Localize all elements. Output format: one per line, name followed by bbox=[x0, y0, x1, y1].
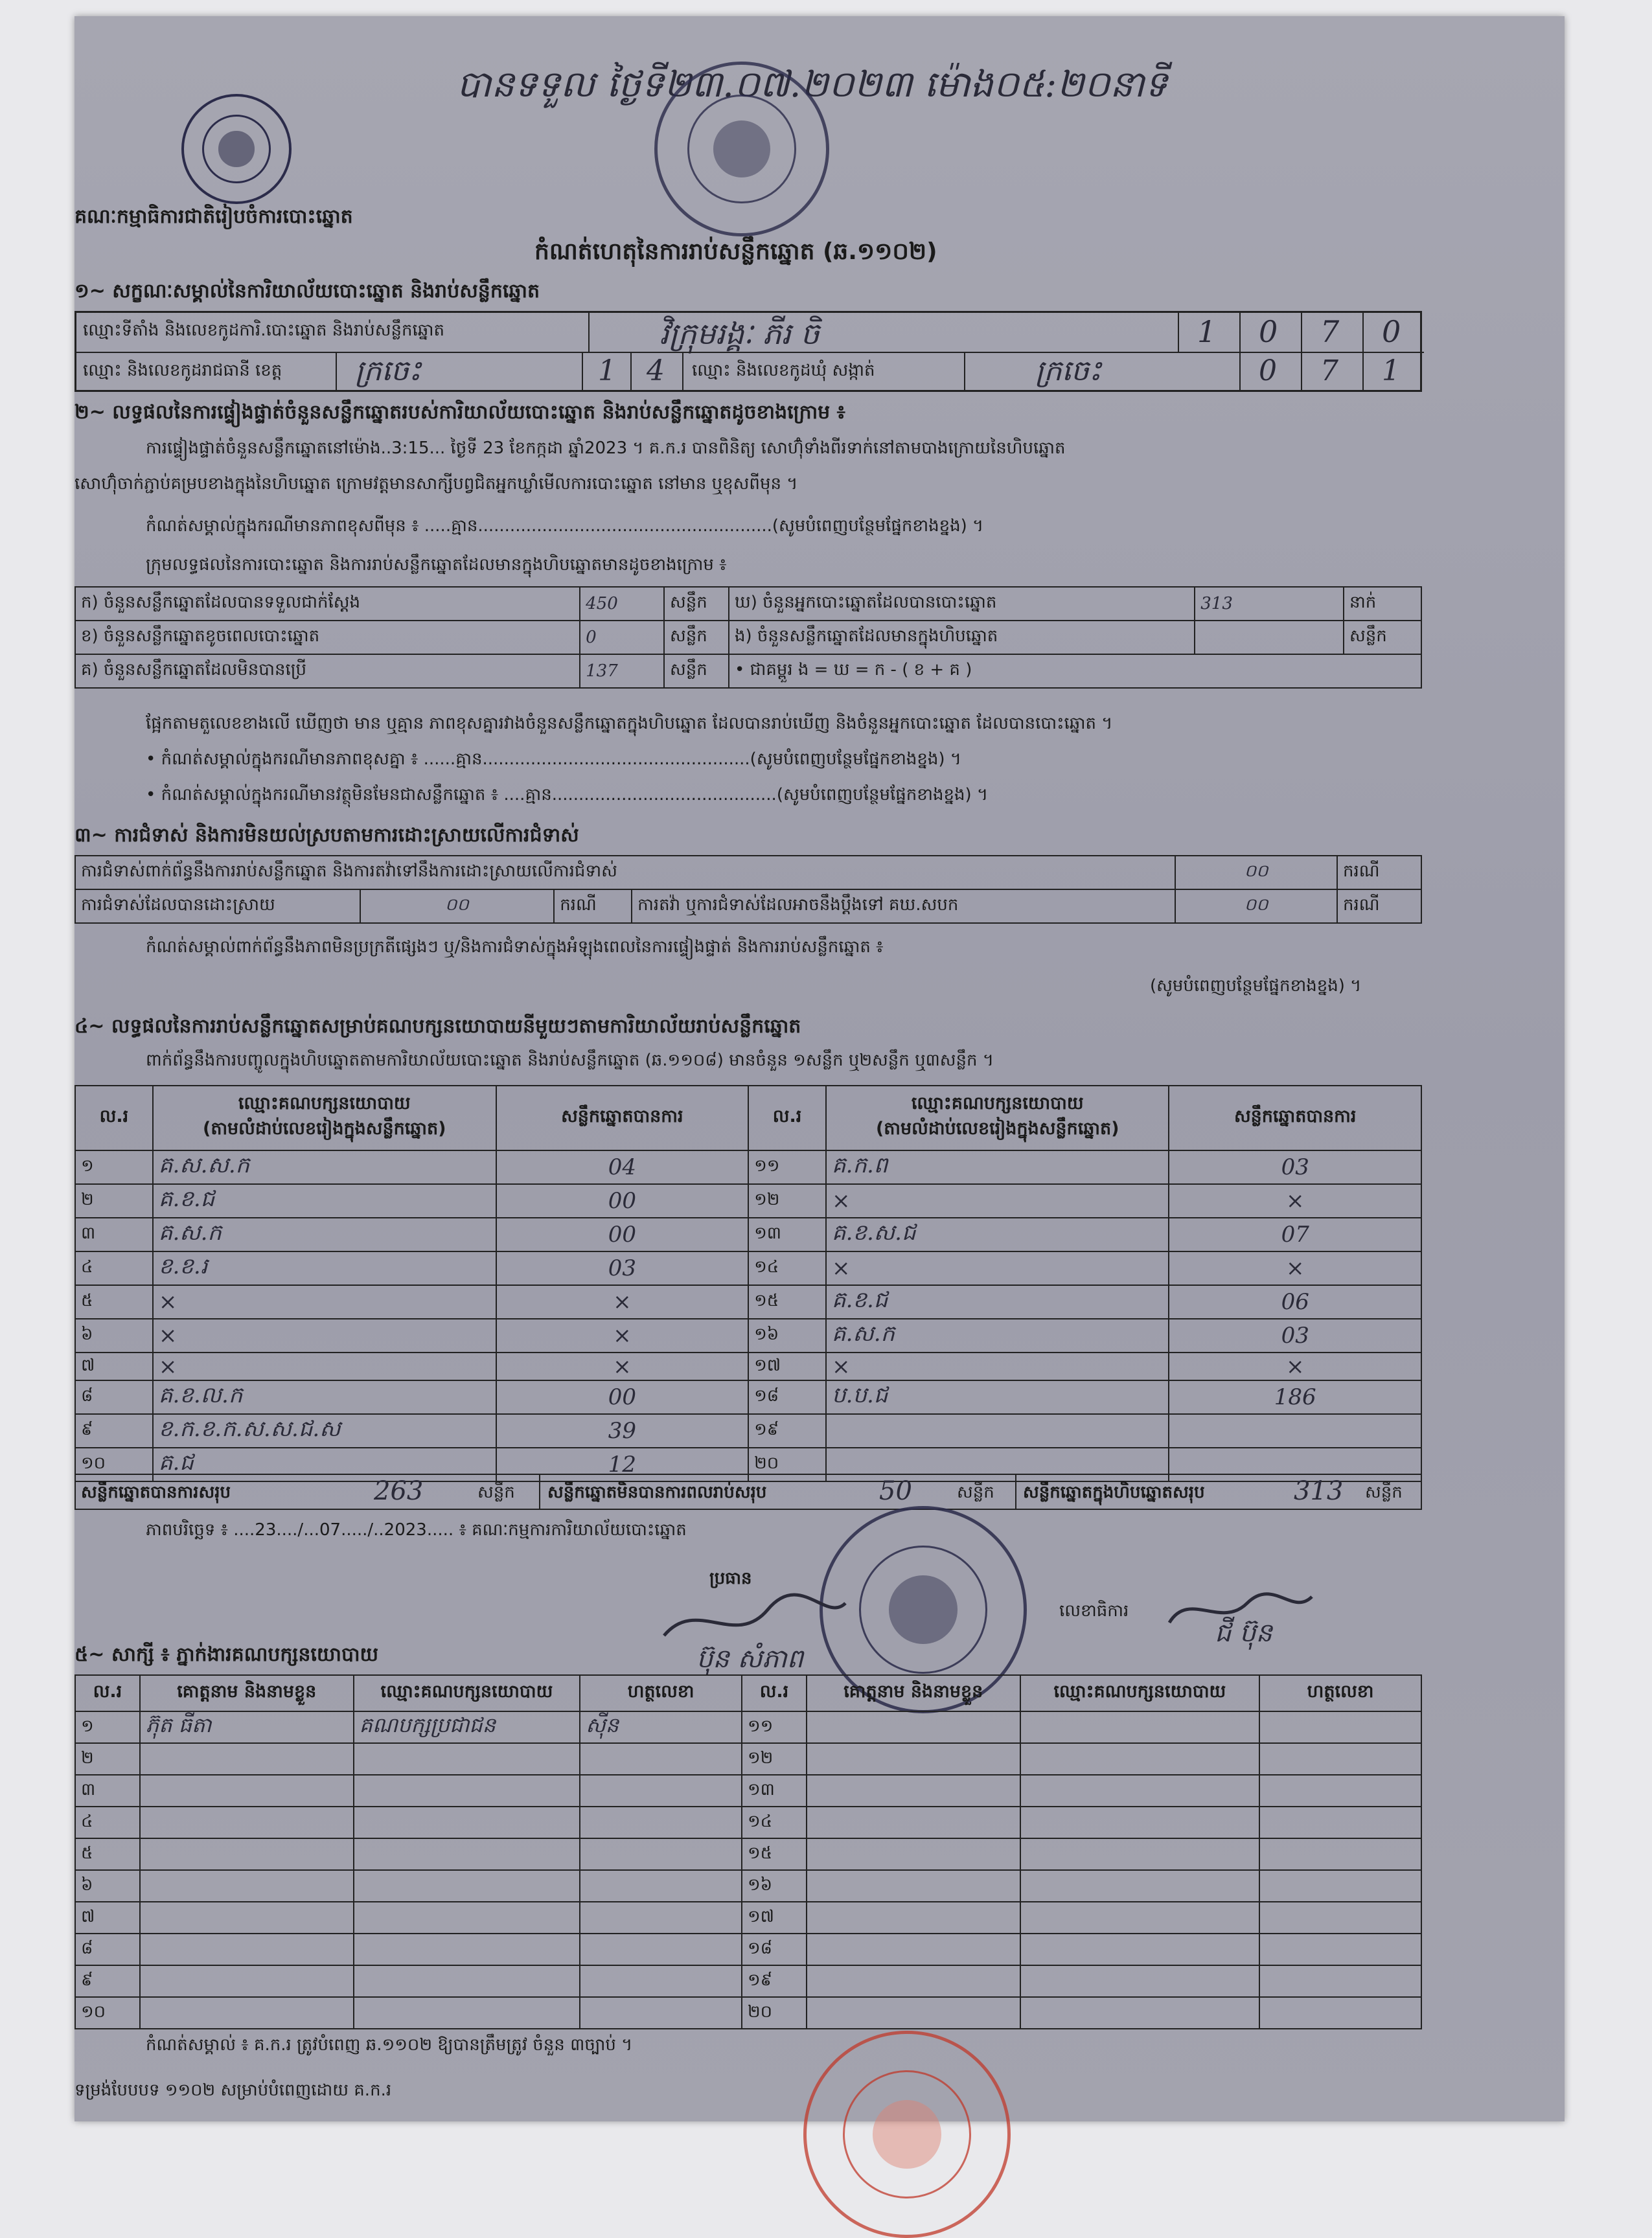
party-no: ១៥ bbox=[748, 1285, 826, 1319]
table-row bbox=[75, 1743, 1421, 1775]
witness-no: ១៤ bbox=[742, 1807, 807, 1838]
chair-label: ប្រធាន bbox=[709, 1569, 752, 1588]
party-no: ១៩ bbox=[748, 1414, 826, 1448]
witness-sign bbox=[580, 1870, 742, 1902]
total-invalid-unit: សន្លឹក bbox=[957, 1483, 994, 1502]
party-votes: 06 bbox=[1169, 1285, 1421, 1319]
col-party-left-sub: (តាមលំដាប់លេខរៀងក្នុងសន្លឹកឆ្នោត) bbox=[202, 1119, 446, 1139]
witness-name bbox=[807, 1934, 1020, 1965]
table-row bbox=[75, 1319, 1421, 1353]
witness-sign bbox=[580, 1743, 742, 1775]
section1-box bbox=[75, 311, 1422, 392]
objection-table bbox=[75, 855, 1422, 924]
party-votes: 00 bbox=[496, 1380, 749, 1414]
party-votes: 03 bbox=[1169, 1150, 1421, 1184]
secretary-name: ជី ប៊ុន bbox=[1215, 1618, 1272, 1648]
table-row bbox=[75, 1838, 1421, 1870]
col-no-right: ល.រ bbox=[748, 1086, 826, 1150]
col-no-left: ល.រ bbox=[75, 1086, 153, 1150]
province-code-1: 1 bbox=[598, 354, 616, 387]
witness-no: ១ bbox=[75, 1711, 140, 1743]
table-row bbox=[75, 1870, 1421, 1902]
location-label: ឈ្មោះទីតាំង និងលេខកូដការិ.បោះឆ្នោត និងរាប់សន្លឹកឆ្នោត bbox=[83, 321, 444, 340]
witness-sign bbox=[580, 1965, 742, 1997]
party-votes: × bbox=[1169, 1251, 1421, 1285]
party-name: × bbox=[153, 1353, 496, 1380]
section3-note-tail: (សូមបំពេញបន្ថែមផ្នែកខាងខ្នង) ។ bbox=[1150, 976, 1362, 996]
witness-name bbox=[807, 1838, 1020, 1870]
party-name: គ.ខ.ជ bbox=[153, 1184, 496, 1218]
witness-no: ១៨ bbox=[742, 1934, 807, 1965]
witness-name bbox=[807, 1965, 1020, 1997]
witness-name bbox=[807, 1711, 1020, 1743]
w-col-name-left: គោត្តនាម និងនាមខ្លួន bbox=[140, 1675, 354, 1711]
section4-intro: ពាក់ព័ន្ធនឹងការបញ្ចូលក្នុងហិបឆ្នោតតាមការិយាល័យបោះឆ្នោត និងរាប់សន្លឹកឆ្នោត (ឆ.១១០៨) មានចំនួន ១សន្លឹក ឬ២សន្លឹក ឬ៣សន្លឹក ។ bbox=[146, 1051, 994, 1070]
party-votes: 12 bbox=[496, 1448, 749, 1481]
witness-sign: ស៊ីន bbox=[580, 1711, 742, 1743]
witness-sign bbox=[1259, 1807, 1421, 1838]
formula-note: • ជាគម្ពួរ ង = ឃ = ក - ( ខ + គ ) bbox=[729, 654, 1421, 688]
party-votes: × bbox=[1169, 1353, 1421, 1380]
total-valid-value: 263 bbox=[374, 1476, 424, 1506]
party-no: ៤ bbox=[75, 1251, 153, 1285]
witness-name bbox=[807, 1743, 1020, 1775]
total-invalid-value: 50 bbox=[879, 1476, 912, 1506]
party-no: ៨ bbox=[75, 1380, 153, 1414]
witness-party bbox=[354, 1997, 580, 2029]
party-no: ១៧ bbox=[748, 1353, 826, 1380]
witness-no: ៨ bbox=[75, 1934, 140, 1965]
commune-label: ឈ្មោះ និងលេខកូដឃុំ សង្កាត់ bbox=[692, 361, 875, 380]
witness-name bbox=[140, 1807, 354, 1838]
national-emblem-seal bbox=[181, 94, 292, 204]
witness-sign bbox=[1259, 1838, 1421, 1870]
count-c-label: គ) ចំនួនសន្លឹកឆ្នោតដែលមិនបានប្រើ bbox=[75, 654, 580, 688]
table-row bbox=[75, 1711, 1421, 1743]
w-col-party-left: ឈ្មោះគណបក្សនយោបាយ bbox=[354, 1675, 580, 1711]
witness-party bbox=[354, 1743, 580, 1775]
section2-heading: ២~ លទ្ធផលនៃការផ្ទៀងផ្ទាត់ចំនួនសន្លឹកឆ្នោតរបស់ការិយាល័យបោះឆ្នោត និងរាប់សន្លឹកឆ្នោតដូចខាងក្រោម ៖ bbox=[75, 401, 845, 424]
objection-resolved-label: ការជំទាស់ដែលបានដោះស្រាយ bbox=[75, 889, 360, 923]
section1-heading: ១~ សក្ខណៈសម្គាល់នៃការិយាល័យបោះឆ្នោត និងរាប់សន្លឹកឆ្នោត bbox=[75, 280, 540, 303]
totals-row bbox=[75, 1474, 1422, 1510]
section2-para3: ផ្អែកតាមតួលេខខាងលើ ឃើញថា មាន ឬគ្មាន ភាពខុសគ្នារវាងចំនួនសន្លឹកឆ្នោតក្នុងហិបឆ្នោត ដែលបានរាប់ឃើញ និងចំនួនអ្នកបោះឆ្នោត ដែលបានបោះឆ្នោត ។ bbox=[146, 714, 1113, 733]
party-votes: × bbox=[496, 1319, 749, 1353]
appeal-value: ០០ bbox=[1175, 889, 1337, 923]
count-d-value: 313 bbox=[1195, 587, 1344, 621]
party-no: ៩ bbox=[75, 1414, 153, 1448]
witness-no: ៥ bbox=[75, 1838, 140, 1870]
party-votes: 03 bbox=[1169, 1319, 1421, 1353]
col-votes-right: សន្លឹកឆ្នោតបានការ bbox=[1169, 1086, 1421, 1150]
witness-sign bbox=[1259, 1934, 1421, 1965]
party-votes: 03 bbox=[496, 1251, 749, 1285]
witness-name bbox=[140, 1743, 354, 1775]
witness-no: ១២ bbox=[742, 1743, 807, 1775]
party-no: ១៦ bbox=[748, 1319, 826, 1353]
party-results-table bbox=[75, 1085, 1422, 1482]
party-no: ១៤ bbox=[748, 1251, 826, 1285]
ballot-count-table bbox=[75, 586, 1422, 689]
witness-name bbox=[140, 1838, 354, 1870]
party-no: ១២ bbox=[748, 1184, 826, 1218]
count-c-value: 137 bbox=[580, 654, 664, 688]
table-row bbox=[75, 1807, 1421, 1838]
location-value: វិក្រុមរង្គៈ ភីរ ចិ bbox=[660, 316, 820, 351]
witness-no: ២ bbox=[75, 1743, 140, 1775]
form-footer: ទម្រង់បែបបទ ១១០២ សម្រាប់បំពេញដោយ គ.ក.រ bbox=[75, 2081, 392, 2100]
witness-name bbox=[807, 1870, 1020, 1902]
party-no: ១០ bbox=[75, 1448, 153, 1481]
witness-party bbox=[354, 1870, 580, 1902]
table-row bbox=[75, 1218, 1421, 1251]
party-votes: 00 bbox=[496, 1184, 749, 1218]
section3-heading: ៣~ ការជំទាស់ និងការមិនយល់ស្របតាមការដោះស្រាយលើការជំទាស់ bbox=[75, 824, 579, 847]
total-in-box-unit: សន្លឹក bbox=[1365, 1483, 1403, 1502]
witness-sign bbox=[580, 1934, 742, 1965]
party-no: ២០ bbox=[748, 1448, 826, 1481]
party-no: ៦ bbox=[75, 1319, 153, 1353]
count-a-unit: សន្លឹក bbox=[664, 587, 729, 621]
witness-name bbox=[140, 1870, 354, 1902]
location-code-4: 0 bbox=[1382, 314, 1401, 349]
count-b-value: 0 bbox=[580, 621, 664, 654]
count-b-unit: សន្លឹក bbox=[664, 621, 729, 654]
section3-note: កំណត់សម្គាល់ពាក់ព័ន្ធនឹងភាពមិនប្រក្រតីផ្សេងៗ ឬ/និងការជំទាស់ក្នុងអំឡុងពេលនៃការផ្ទៀងផ្ទាត់ និងការរាប់សន្លឹកឆ្នោត ៖ bbox=[146, 937, 884, 957]
witness-party bbox=[1020, 1743, 1260, 1775]
province-value: ក្រចេះ bbox=[355, 354, 422, 387]
witness-party bbox=[1020, 1934, 1260, 1965]
page-title: កំណត់ហេតុនៃការរាប់សន្លឹកឆ្នោត (ឆ.១១០២) bbox=[534, 238, 937, 265]
party-no: ៧ bbox=[75, 1353, 153, 1380]
total-invalid-label: សន្លឹកឆ្នោតមិនបានការពលរាប់សរុប bbox=[547, 1483, 767, 1502]
witness-name bbox=[140, 1997, 354, 2029]
party-no: ១១ bbox=[748, 1150, 826, 1184]
col-votes-left: សន្លឹកឆ្នោតបានការ bbox=[496, 1086, 749, 1150]
table-row bbox=[75, 1997, 1421, 2029]
witness-table bbox=[75, 1674, 1422, 2029]
table-row bbox=[75, 1414, 1421, 1448]
col-party-right bbox=[826, 1086, 1169, 1150]
witness-sign bbox=[580, 1807, 742, 1838]
party-name: គ.ខ.ល.ក bbox=[153, 1380, 496, 1414]
witness-sign bbox=[1259, 1775, 1421, 1807]
witness-name bbox=[140, 1934, 354, 1965]
party-name: × bbox=[153, 1319, 496, 1353]
appeal-unit: ករណី bbox=[1337, 889, 1421, 923]
party-name: គ.ខ.ស.ជ bbox=[826, 1218, 1169, 1251]
witness-sign bbox=[1259, 1743, 1421, 1775]
location-code-3: 7 bbox=[1320, 314, 1340, 349]
witness-name bbox=[807, 1997, 1020, 2029]
objection-row1-unit: ករណី bbox=[1337, 856, 1421, 889]
count-a-value: 450 bbox=[580, 587, 664, 621]
party-votes: 39 bbox=[496, 1414, 749, 1448]
section5-heading: ៥~ សាក្សី ៖ ភ្នាក់ងារគណបក្សនយោបាយ bbox=[75, 1643, 379, 1666]
col-party-right-title: ឈ្មោះគណបក្សនយោបាយ bbox=[911, 1093, 1084, 1113]
witness-no: ៧ bbox=[75, 1902, 140, 1934]
col-party-left-title: ឈ្មោះគណបក្សនយោបាយ bbox=[238, 1093, 411, 1113]
chair-signature bbox=[658, 1584, 852, 1655]
objection-row1-value: ០០ bbox=[1175, 856, 1337, 889]
witness-sign bbox=[1259, 1711, 1421, 1743]
party-name: គ.ក.ព bbox=[826, 1150, 1169, 1184]
party-name: គ.ស.ស.ក bbox=[153, 1150, 496, 1184]
party-no: ២ bbox=[75, 1184, 153, 1218]
total-valid-unit: សន្លឹក bbox=[477, 1483, 515, 1502]
table-row bbox=[75, 1251, 1421, 1285]
witness-party bbox=[1020, 1838, 1260, 1870]
col-party-right-sub: (តាមលំដាប់លេខរៀងក្នុងសន្លឹកឆ្នោត) bbox=[875, 1119, 1119, 1139]
party-name: × bbox=[826, 1353, 1169, 1380]
witness-name bbox=[140, 1902, 354, 1934]
party-no: ៣ bbox=[75, 1218, 153, 1251]
witness-no: ១៧ bbox=[742, 1902, 807, 1934]
witness-party bbox=[354, 1807, 580, 1838]
witness-name bbox=[140, 1965, 354, 1997]
commune-code-1: 0 bbox=[1259, 354, 1277, 387]
official-stamp-top bbox=[654, 62, 829, 236]
party-votes: × bbox=[496, 1353, 749, 1380]
witness-no: ១០ bbox=[75, 1997, 140, 2029]
party-name: ប.ប.ជ bbox=[826, 1380, 1169, 1414]
w-col-sign-right: ហត្ថលេខា bbox=[1259, 1675, 1421, 1711]
witness-no: ៦ bbox=[75, 1870, 140, 1902]
witness-party bbox=[1020, 1902, 1260, 1934]
committee-name: គណៈកម្មាធិការជាតិរៀបចំការបោះឆ្នោត bbox=[75, 205, 353, 228]
location-code-1: 1 bbox=[1197, 314, 1217, 349]
party-name: គ.ស.ក bbox=[826, 1319, 1169, 1353]
section2-note3: • កំណត់សម្គាល់ក្នុងករណីមានវត្ថុមិនមែនជាសន្លឹកឆ្នោត ៖ ....គ្មាន..........................................(សូមបំពេញបន្ថែមផ្នែកខាងខ្នង) ។ bbox=[146, 785, 989, 805]
witness-sign bbox=[1259, 1870, 1421, 1902]
witness-name bbox=[807, 1902, 1020, 1934]
party-votes bbox=[1169, 1414, 1421, 1448]
witness-name bbox=[140, 1775, 354, 1807]
party-votes: 00 bbox=[496, 1218, 749, 1251]
party-no: ១៨ bbox=[748, 1380, 826, 1414]
witness-party bbox=[354, 1902, 580, 1934]
secretary-signature bbox=[1163, 1584, 1318, 1636]
w-col-no-right: ល.រ bbox=[742, 1675, 807, 1711]
table-row bbox=[75, 1380, 1421, 1414]
party-name: គ.ស.ក bbox=[153, 1218, 496, 1251]
count-d-label: ឃ) ចំនួនអ្នកបោះឆ្នោតដែលបានបោះឆ្នោត bbox=[729, 587, 1195, 621]
count-a-label: ក) ចំនួនសន្លឹកឆ្នោតដែលបានទទួលជាក់ស្តែង bbox=[75, 587, 580, 621]
witness-sign bbox=[580, 1902, 742, 1934]
secretary-label: លេខាធិការ bbox=[1059, 1601, 1129, 1621]
party-no: ១ bbox=[75, 1150, 153, 1184]
commune-code-3: 1 bbox=[1382, 354, 1400, 387]
table-row bbox=[75, 1902, 1421, 1934]
party-name: ខ.ក.ខ.ក.ស.ស.ជ.ស bbox=[153, 1414, 496, 1448]
objection-resolved-unit: ករណី bbox=[554, 889, 632, 923]
section4-heading: ៤~ លទ្ធផលនៃការរាប់សន្លឹកឆ្នោតសម្រាប់គណបក្សនយោបាយនីមួយៗតាមការិយាល័យរាប់សន្លឹកឆ្នោត bbox=[75, 1015, 801, 1038]
section2-note2: • កំណត់សម្គាល់ក្នុងករណីមានភាពខុសគ្នា ៖ ......គ្មាន..................................................(សូមបំពេញបន្ថែមផ្នែកខាងខ្នង) ។ bbox=[146, 749, 961, 769]
count-c-unit: សន្លឹក bbox=[664, 654, 729, 688]
province-label: ឈ្មោះ និងលេខកូដរាជធានី ខេត្ត bbox=[83, 361, 282, 380]
total-valid-label: សន្លឹកឆ្នោតបានការសរុប bbox=[81, 1483, 231, 1502]
party-no: ៥ bbox=[75, 1285, 153, 1319]
party-votes: 07 bbox=[1169, 1218, 1421, 1251]
section2-para1b: សោហ៊ុំចាក់ភ្ជាប់គម្របខាងក្នុងនៃហិបឆ្នោត ក្រោមវត្តមានសាក្សីបព្វជិតអ្នកឃ្លាំមើលការបោះឆ្នោត នៅមាន ឬខុសពីមុន ។ bbox=[75, 474, 798, 494]
witness-no: ២០ bbox=[742, 1997, 807, 2029]
witness-party bbox=[1020, 1997, 1260, 2029]
witness-party bbox=[1020, 1807, 1260, 1838]
witness-name: ភ៊ុត ធីតា bbox=[140, 1711, 354, 1743]
province-code-2: 4 bbox=[647, 354, 665, 387]
witness-party bbox=[1020, 1965, 1260, 1997]
objection-row1-label: ការជំទាស់ពាក់ព័ន្ធនឹងការរាប់សន្លឹកឆ្នោត និងការតវ៉ាទៅនឹងការដោះស្រាយលើការជំទាស់ bbox=[75, 856, 1175, 889]
party-name bbox=[826, 1414, 1169, 1448]
witness-sign bbox=[580, 1775, 742, 1807]
party-votes: × bbox=[1169, 1184, 1421, 1218]
total-in-box-label: សន្លឹកឆ្នោតក្នុងហិបឆ្នោតសរុប bbox=[1023, 1483, 1205, 1502]
table-row bbox=[75, 1965, 1421, 1997]
w-col-party-right: ឈ្មោះគណបក្សនយោបាយ bbox=[1020, 1675, 1260, 1711]
witness-party bbox=[1020, 1870, 1260, 1902]
party-name: ខ.ខ.រ bbox=[153, 1251, 496, 1285]
date-line: ភាពបរិច្ឆេទ ៖ ....23..../...07...../..2023..... ៖ គណៈកម្មការការិយាល័យបោះឆ្នោត bbox=[146, 1520, 687, 1540]
table-row bbox=[75, 1150, 1421, 1184]
w-col-sign-left: ហត្ថលេខា bbox=[580, 1675, 742, 1711]
witness-party bbox=[1020, 1775, 1260, 1807]
w-col-name-right: គោត្តនាម និងនាមខ្លួន bbox=[807, 1675, 1020, 1711]
witness-sign bbox=[1259, 1997, 1421, 2029]
commune-value: ក្រចេះ bbox=[1035, 354, 1102, 387]
count-b-label: ខ) ចំនួនសន្លឹកឆ្នោតខូចពេលបោះឆ្នោត bbox=[75, 621, 580, 654]
party-name: គ.ជ bbox=[153, 1448, 496, 1481]
footnote: កំណត់សម្គាល់ ៖ គ.ក.រ ត្រូវបំពេញ ឆ.១១០២ ឱ្យបានត្រឹមត្រូវ ចំនួន ៣ច្បាប់ ។ bbox=[146, 2035, 633, 2055]
objection-resolved-value: ០០ bbox=[360, 889, 555, 923]
section2-para2: ក្រុមលទ្ធផលនៃការបោះឆ្នោត និងការរាប់សន្លឹកឆ្នោតដែលមានក្នុងហិបឆ្នោតមានដូចខាងក្រោម ៖ bbox=[146, 555, 727, 575]
witness-no: ១១ bbox=[742, 1711, 807, 1743]
count-e-value bbox=[1195, 621, 1344, 654]
location-code-2: 0 bbox=[1259, 314, 1278, 349]
party-name: × bbox=[826, 1251, 1169, 1285]
party-votes: × bbox=[496, 1285, 749, 1319]
form-sheet bbox=[75, 16, 1565, 2121]
witness-no: ៤ bbox=[75, 1807, 140, 1838]
party-name: គ.ខ.ជ bbox=[826, 1285, 1169, 1319]
witness-party bbox=[354, 1934, 580, 1965]
table-row bbox=[75, 1184, 1421, 1218]
witness-name bbox=[807, 1775, 1020, 1807]
commune-code-2: 7 bbox=[1320, 354, 1338, 387]
count-d-unit: នាក់ bbox=[1344, 587, 1421, 621]
witness-no: ៩ bbox=[75, 1965, 140, 1997]
section2-note1: កំណត់សម្គាល់ក្នុងករណីមានភាពខុសពីមុន ៖ .....គ្មាន.......................................................(សូមបំពេញបន្ថែមផ្នែកខាងខ្នង) ។ bbox=[146, 516, 984, 536]
party-votes: 186 bbox=[1169, 1380, 1421, 1414]
witness-no: ១៥ bbox=[742, 1838, 807, 1870]
section2-para1: ការផ្ទៀងផ្ទាត់ចំនួនសន្លឹកឆ្នោតនៅម៉ោង..3:15... ថ្ងៃទី 23 ខែកក្កដា ឆ្នាំ2023 ។ គ.ក.រ បានពិនិត្យ សោហ៊ុំទាំងពីរទាក់នៅតាមបាងក្រោយនៃហិបឆ្នោត bbox=[146, 439, 1066, 458]
chair-name: ប៊ុន សំភាព bbox=[696, 1644, 804, 1674]
table-row bbox=[75, 1285, 1421, 1319]
handwritten-received-note: បានទទួល ថ្ងៃទី២៣.០៧.២០២៣ ម៉ោង០៥:២០នាទី bbox=[457, 63, 1168, 106]
witness-party bbox=[1020, 1711, 1260, 1743]
party-votes: 04 bbox=[496, 1150, 749, 1184]
witness-party bbox=[354, 1775, 580, 1807]
w-col-no-left: ល.រ bbox=[75, 1675, 140, 1711]
witness-name bbox=[807, 1807, 1020, 1838]
appeal-label: ការតវ៉ា ឬការជំទាស់ដែលអាចនឹងប្តឹងទៅ គឃ.សបក bbox=[632, 889, 1175, 923]
witness-party bbox=[354, 1965, 580, 1997]
party-no: ១៣ bbox=[748, 1218, 826, 1251]
witness-no: ៣ bbox=[75, 1775, 140, 1807]
table-row bbox=[75, 1353, 1421, 1380]
witness-sign bbox=[580, 1997, 742, 2029]
table-row bbox=[75, 1934, 1421, 1965]
witness-no: ១៣ bbox=[742, 1775, 807, 1807]
total-in-box-value: 313 bbox=[1294, 1476, 1344, 1506]
witness-no: ១៦ bbox=[742, 1870, 807, 1902]
witness-party bbox=[354, 1838, 580, 1870]
witness-no: ១៩ bbox=[742, 1965, 807, 1997]
count-e-label: ង) ចំនួនសន្លឹកឆ្នោតដែលមានក្នុងហិបឆ្នោត bbox=[729, 621, 1195, 654]
witness-sign bbox=[1259, 1965, 1421, 1997]
red-stamp-bottom bbox=[803, 2031, 1011, 2238]
table-row bbox=[75, 1775, 1421, 1807]
count-e-unit: សន្លឹក bbox=[1344, 621, 1421, 654]
witness-party: គណបក្សប្រជាជន bbox=[354, 1711, 580, 1743]
col-party-left bbox=[153, 1086, 496, 1150]
party-name: × bbox=[826, 1184, 1169, 1218]
witness-sign bbox=[580, 1838, 742, 1870]
witness-sign bbox=[1259, 1902, 1421, 1934]
party-name: × bbox=[153, 1285, 496, 1319]
